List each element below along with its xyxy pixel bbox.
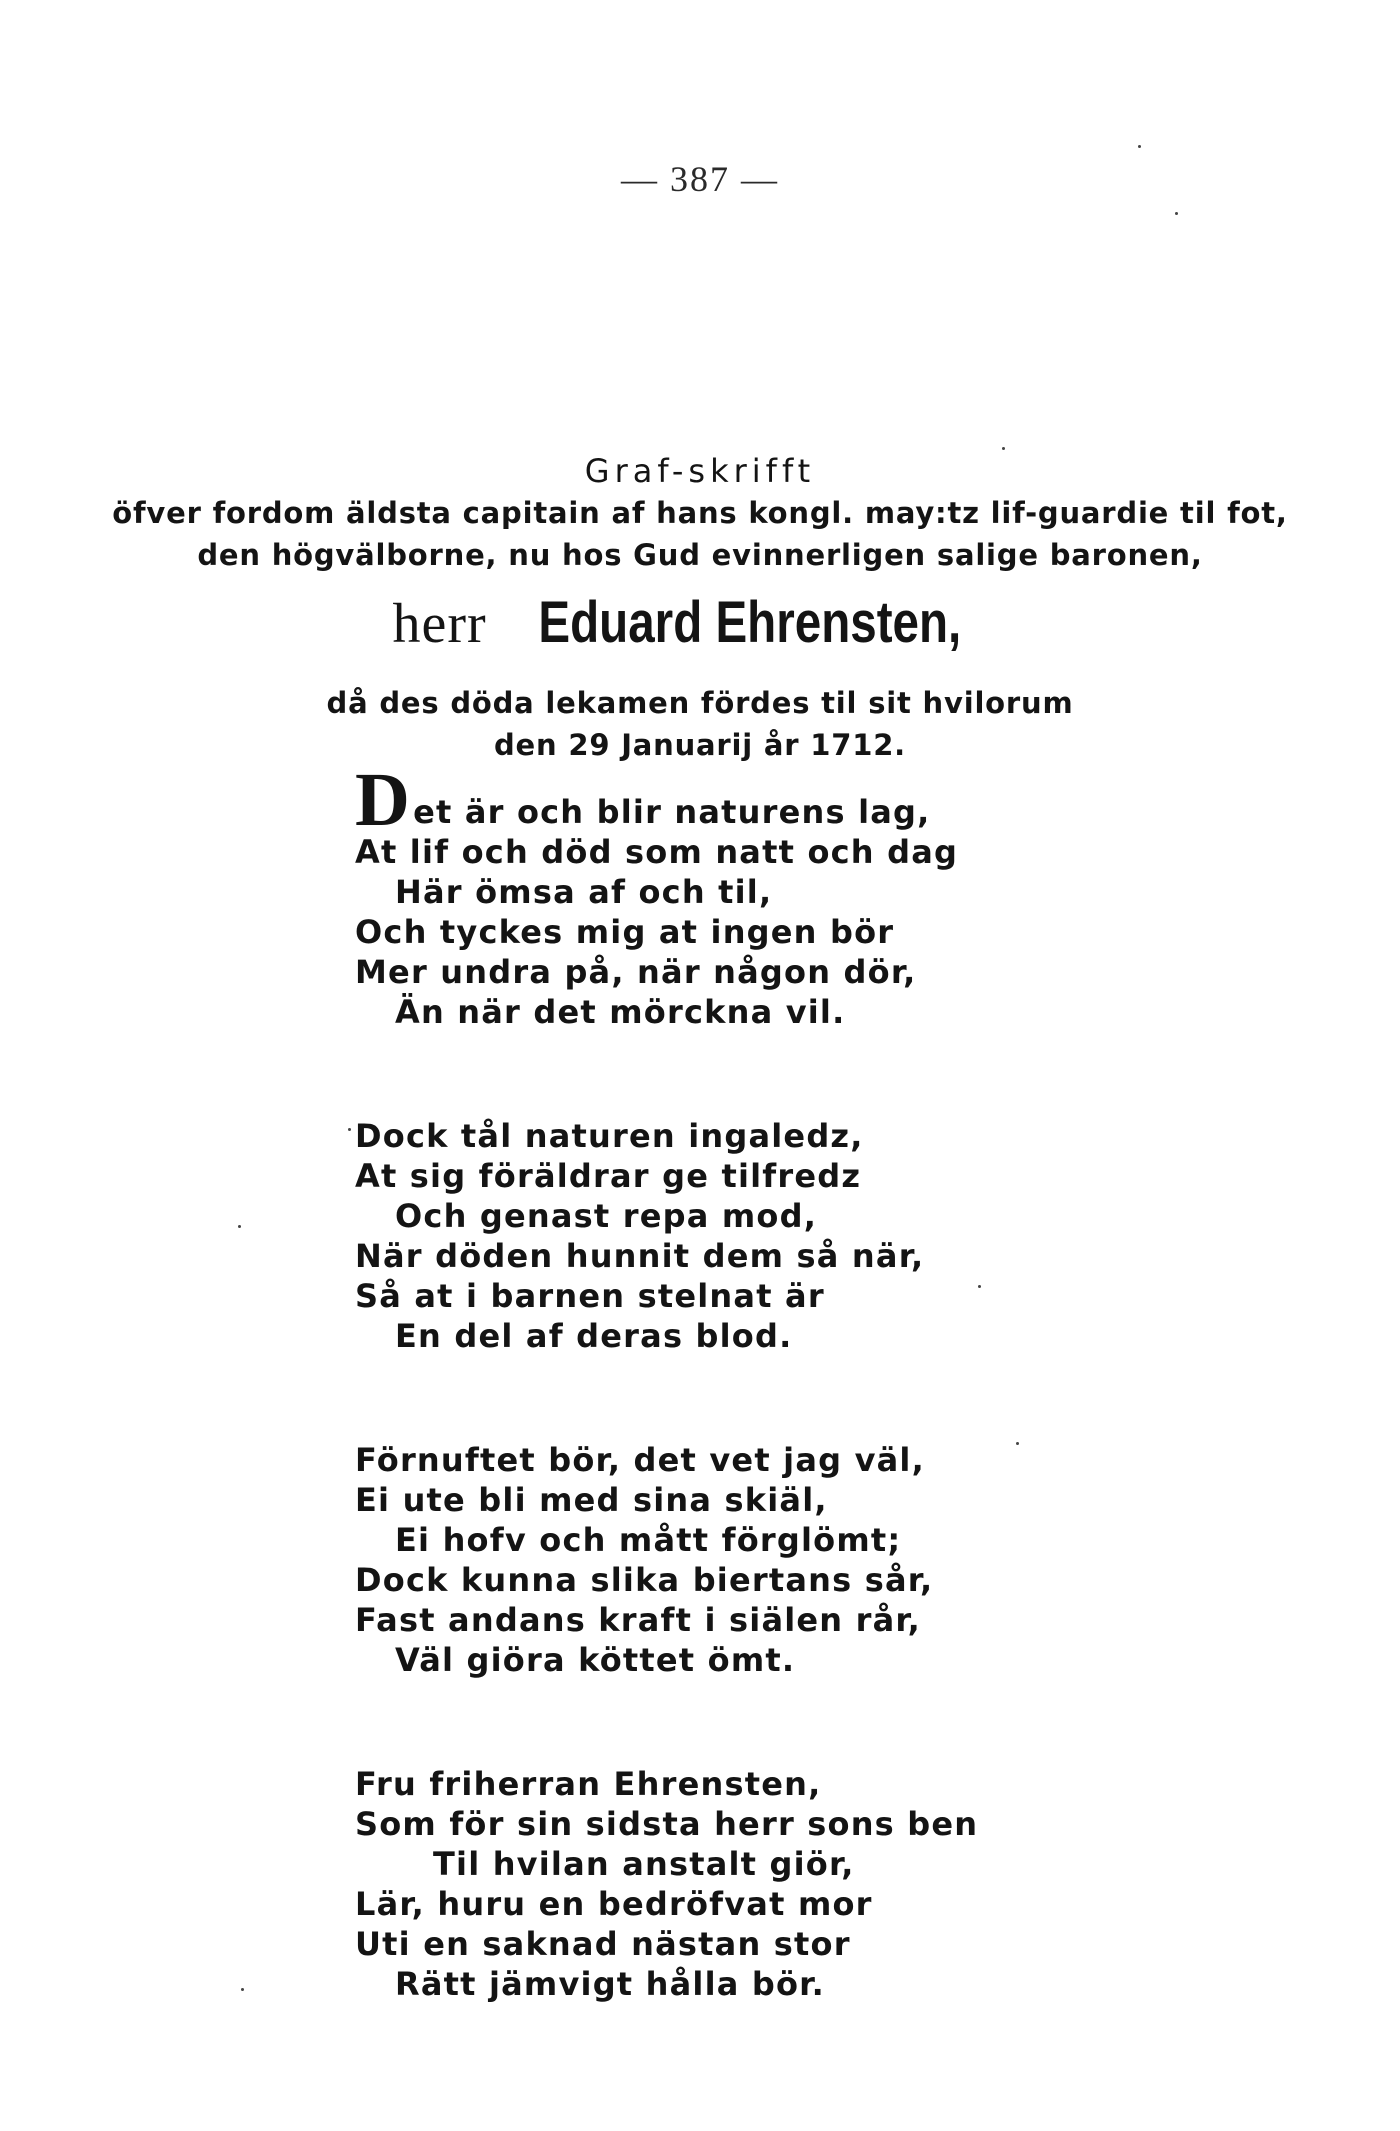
verse-line: Rätt jämvigt hålla bör. xyxy=(395,1965,825,2003)
verse-line: Och genast repa mod, xyxy=(395,1197,818,1235)
verse-line: Fast andans kraft i siälen rår, xyxy=(355,1601,922,1639)
stanza-4 xyxy=(355,1764,1155,2004)
verse-line: Fru friherran Ehrensten, xyxy=(355,1765,822,1803)
verse-line: Än när det mörckna vil. xyxy=(395,993,846,1031)
verse-line: Ei ute bli med sina skiäl, xyxy=(355,1481,828,1519)
honoree-name-line xyxy=(0,586,1400,674)
verse-line: En del af deras blod. xyxy=(395,1317,793,1355)
verse-line: Lär, huru en bedröfvat mor xyxy=(355,1885,873,1923)
paper-speck xyxy=(978,1285,981,1288)
paper-speck xyxy=(241,1988,244,1991)
verse-line: Det är och blir naturens lag, xyxy=(355,758,931,842)
stanza-3 xyxy=(355,1440,1155,1680)
verse-line: Så at i barnen stelnat är xyxy=(355,1277,825,1315)
page-number: — 387 — xyxy=(621,159,779,199)
verse-line: Dock kunna slika biertans sår, xyxy=(355,1561,934,1599)
verse-line: Och tyckes mig at ingen bör xyxy=(355,913,895,951)
honoree-name: Eduard Ehrensten, xyxy=(538,590,962,655)
verse-line: At sig föräldrar ge tilfredz xyxy=(355,1157,862,1195)
dedication-line-1: öfver fordom äldsta capitain af hans kongl. may:tz lif-guardie til fot, xyxy=(112,496,1288,530)
paper-speck xyxy=(1002,447,1005,450)
verse-line: Förnuftet bör, det vet jag väl, xyxy=(355,1441,925,1479)
stanza-2 xyxy=(355,1116,1155,1356)
verse-line: När döden hunnit dem så när, xyxy=(355,1237,925,1275)
poem-body xyxy=(355,758,1155,2088)
verse-line: Väl giöra köttet ömt. xyxy=(395,1641,796,1679)
verse-line: Uti en saknad nästan stor xyxy=(355,1925,851,1963)
dedication-line-3: då des döda lekamen fördes til sit hvilorum xyxy=(326,686,1074,720)
name-prefix: herr xyxy=(392,593,487,655)
verse-line: Här ömsa af och til, xyxy=(395,873,773,911)
verse-line: Ei hofv och mått förglömt; xyxy=(395,1521,902,1559)
paper-speck xyxy=(1138,145,1141,148)
heading-block xyxy=(0,450,1400,766)
verse-line: Til hvilan anstalt giör, xyxy=(433,1845,855,1883)
drop-cap: D xyxy=(355,758,412,842)
dedication-date: den 29 Januarij år 1712. xyxy=(493,728,907,762)
verse-line: Mer undra på, när någon dör, xyxy=(355,953,917,991)
paper-speck xyxy=(348,1128,351,1131)
paper-speck xyxy=(1016,1442,1019,1445)
stanza-1 xyxy=(355,758,1155,1032)
paper-speck xyxy=(1175,212,1178,215)
paper-speck xyxy=(238,1225,241,1228)
verse-line: Dock tål naturen ingaledz, xyxy=(355,1117,864,1155)
dedication-line-2: den högvälborne, nu hos Gud evinnerligen salige baronen, xyxy=(197,538,1203,572)
verse-line: Som för sin sidsta herr sons ben xyxy=(355,1805,979,1843)
poem-title: Graf-skrifft xyxy=(584,452,816,490)
verse-line: At lif och död som natt och dag xyxy=(355,833,959,871)
